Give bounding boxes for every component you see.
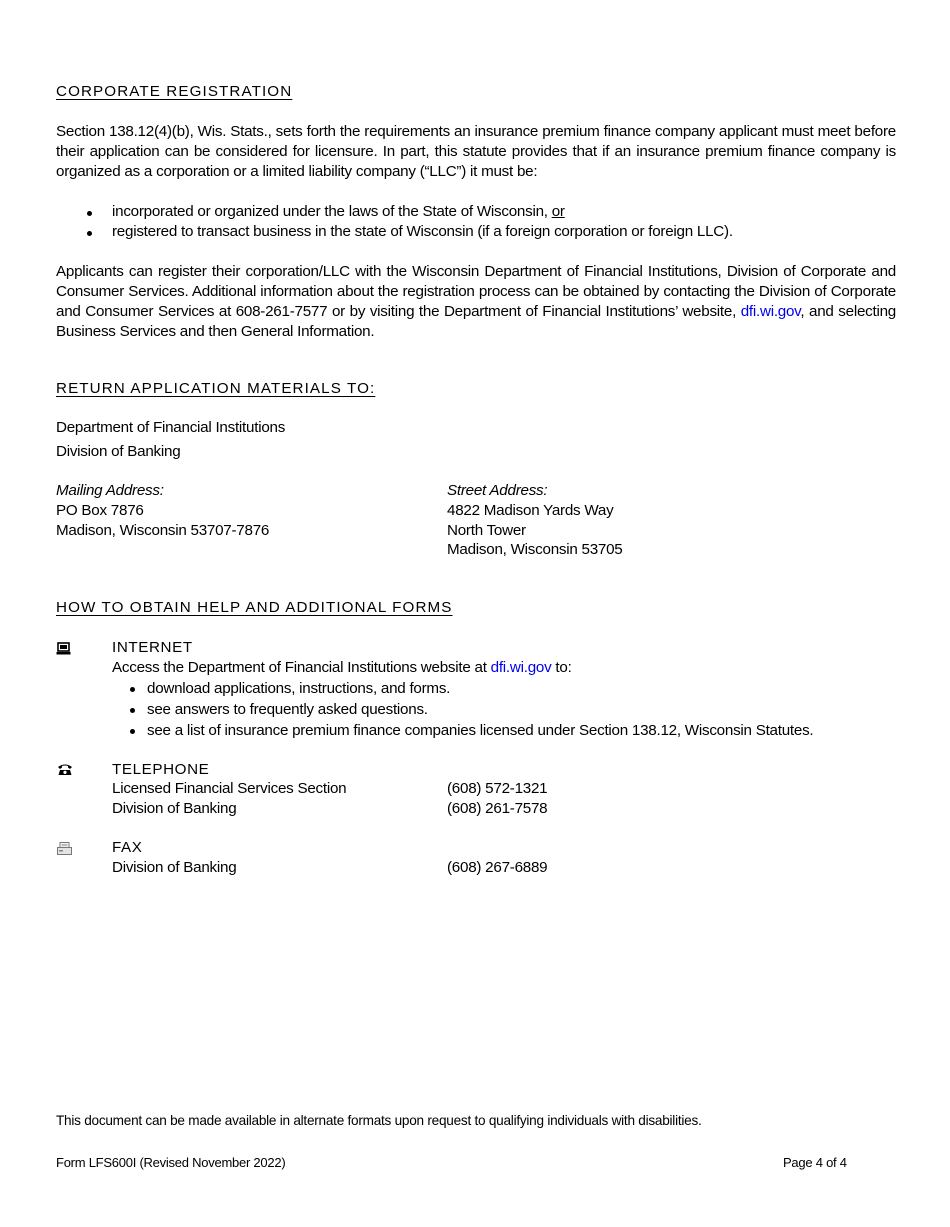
page-number: Page 4 of 4 <box>783 1155 847 1170</box>
fax-icon <box>57 842 72 855</box>
mailing-line-2: Madison, Wisconsin 53707-7876 <box>56 522 270 539</box>
telephone-title: TELEPHONE <box>112 761 210 778</box>
street-line-2: North Tower <box>447 522 526 539</box>
bullet-dot <box>130 708 135 713</box>
bullet-dot <box>130 729 135 734</box>
phone-number[interactable]: (608) 572-1321 <box>447 780 548 797</box>
phone-label: Licensed Financial Services Section <box>112 780 347 797</box>
corporate-registration-heading: CORPORATE REGISTRATION <box>56 83 293 100</box>
internet-item: download applications, instructions, and forms. <box>147 680 451 697</box>
dfi-link[interactable]: dfi.wi.gov <box>740 303 801 320</box>
internet-title: INTERNET <box>112 639 193 656</box>
fax-number[interactable]: (608) 267-6889 <box>447 859 548 876</box>
bullet-or: or <box>551 203 565 220</box>
telephone-icon <box>57 763 73 776</box>
computer-icon <box>56 642 72 656</box>
internet-item: see a list of insurance premium finance companies licensed under Section 138.12, Wisconsin Statutes. <box>147 722 814 739</box>
return-materials-heading: RETURN APPLICATION MATERIALS TO: <box>56 380 376 397</box>
help-heading: HOW TO OBTAIN HELP AND ADDITIONAL FORMS <box>56 599 453 616</box>
return-division: Division of Banking <box>56 443 181 460</box>
phone-label: Division of Banking <box>112 800 237 817</box>
fax-title: FAX <box>112 839 143 856</box>
bullet-dot <box>87 211 92 216</box>
accessibility-note: This document can be made available in alternate formats upon request to qualifying individuals with disabilities. <box>56 1113 702 1128</box>
internet-intro-text: Access the Department of Financial Institutions website at <box>112 659 491 676</box>
bullet-text: incorporated or organized under the laws of the State of Wisconsin, <box>112 203 552 220</box>
return-dept: Department of Financial Institutions <box>56 419 286 436</box>
mailing-line-1: PO Box 7876 <box>56 502 144 519</box>
corporate-bullet-2: registered to transact business in the state of Wisconsin (if a foreign corporation or foreign LLC). <box>112 223 733 240</box>
internet-intro-end: to: <box>551 659 572 676</box>
bullet-dot <box>87 231 92 236</box>
street-line-3: Madison, Wisconsin 53705 <box>447 541 623 558</box>
para2-text-end: , and selecting Business Services and then General Information. <box>56 303 896 340</box>
corporate-paragraph-1: Section 138.12(4)(b), Wis. Stats., sets forth the requirements an insurance premium finance company applicant must meet before their application can be considered for licensure. In part, this statute provides that if an insurance premium finance company is organized as a corporation or a limited liability company (“LLC”) it must be: <box>56 123 896 180</box>
street-line-1: 4822 Madison Yards Way <box>447 502 614 519</box>
bullet-dot <box>130 687 135 692</box>
internet-intro <box>112 658 572 678</box>
internet-item: see answers to frequently asked questions. <box>147 701 428 718</box>
fax-label: Division of Banking <box>112 859 237 876</box>
para2-text: Applicants can register their corporation/LLC with the Wisconsin Department of Financial Institutions, Division of Corporate and Consumer Services. Additional information about the registration process can be obtained by contacting the Division of Corporate and Consumer Services at 608-261-7577 or by visiting the Department of Financial Institutions’ website, <box>56 263 896 320</box>
phone-number[interactable]: (608) 261-7578 <box>447 800 548 817</box>
mailing-label: Mailing Address: <box>56 482 164 499</box>
street-label: Street Address: <box>447 482 548 499</box>
form-id: Form LFS600I (Revised November 2022) <box>56 1155 286 1170</box>
corporate-bullet-1 <box>112 202 565 222</box>
corporate-paragraph-2 <box>56 262 896 342</box>
dfi-link[interactable]: dfi.wi.gov <box>490 659 552 676</box>
